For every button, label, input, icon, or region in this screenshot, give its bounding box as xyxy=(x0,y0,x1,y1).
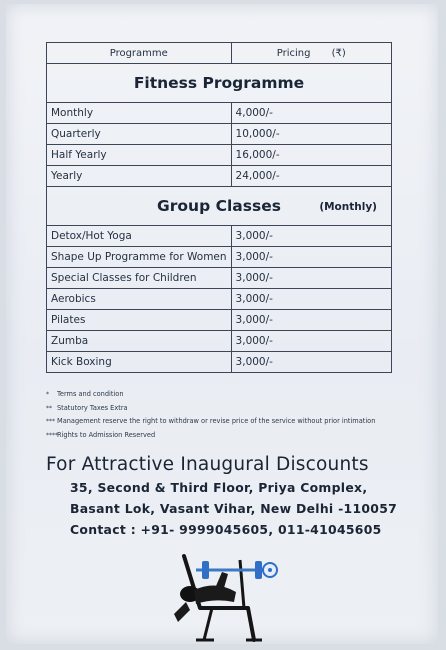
footnote-mark: *** xyxy=(46,418,55,425)
header-pricing-label: Pricing xyxy=(276,47,311,59)
footnote xyxy=(46,402,426,416)
footnote xyxy=(46,388,426,402)
class-price: 3,000/- xyxy=(231,289,391,310)
table-header-row xyxy=(47,43,392,64)
footnote-mark: ** xyxy=(46,404,52,412)
class-name: Detox/Hot Yoga xyxy=(47,226,232,247)
footnote-mark: **** xyxy=(46,431,58,439)
class-price: 3,000/- xyxy=(231,352,391,373)
table-row xyxy=(47,166,392,187)
footnote-text: Management reserve the right to withdraw or revise price of the service without prior intimation xyxy=(57,417,376,425)
header-programme: Programme xyxy=(47,43,232,64)
programme-price: 16,000/- xyxy=(231,145,391,166)
table-row xyxy=(47,331,392,352)
programme-name: Quarterly xyxy=(47,124,232,145)
table-row xyxy=(47,145,392,166)
class-name: Aerobics xyxy=(47,289,232,310)
table-row xyxy=(47,124,392,145)
header-pricing xyxy=(231,43,391,64)
class-price: 3,000/- xyxy=(231,226,391,247)
class-name: Kick Boxing xyxy=(47,352,232,373)
table-row xyxy=(47,352,392,373)
group-section-wrap xyxy=(51,197,387,215)
programme-price: 4,000/- xyxy=(231,103,391,124)
footnotes xyxy=(46,388,426,442)
class-name: Shape Up Programme for Women xyxy=(47,247,232,268)
class-price: 3,000/- xyxy=(231,331,391,352)
pricing-table xyxy=(46,42,392,373)
table-row xyxy=(47,103,392,124)
footnote xyxy=(46,429,426,443)
group-section-title: Group Classes xyxy=(157,197,281,215)
programme-price: 24,000/- xyxy=(231,166,391,187)
programme-name: Monthly xyxy=(47,103,232,124)
promo-heading: For Attractive Inaugural Discounts xyxy=(46,454,369,475)
class-name: Special Classes for Children xyxy=(47,268,232,289)
programme-name: Half Yearly xyxy=(47,145,232,166)
bench-press-icon xyxy=(156,550,286,646)
footnote-text: Terms and condition xyxy=(57,390,124,398)
class-price: 3,000/- xyxy=(231,310,391,331)
class-name: Zumba xyxy=(47,331,232,352)
header-currency: (₹) xyxy=(331,47,346,59)
footnote xyxy=(46,415,426,429)
address-line-1: 35, Second & Third Floor, Priya Complex, xyxy=(70,480,368,495)
group-section-row xyxy=(47,187,392,226)
table-row xyxy=(47,310,392,331)
address-line-2: Basant Lok, Vasant Vihar, New Delhi -110057 xyxy=(70,501,398,516)
table-row xyxy=(47,268,392,289)
group-section-subtitle: (Monthly) xyxy=(319,201,377,213)
class-price: 3,000/- xyxy=(231,247,391,268)
class-price: 3,000/- xyxy=(231,268,391,289)
brochure-page xyxy=(6,4,438,644)
programme-price: 10,000/- xyxy=(231,124,391,145)
footnote-mark: * xyxy=(46,391,49,398)
footnote-text: Rights to Admission Reserved xyxy=(57,430,156,439)
table-row xyxy=(47,289,392,310)
programme-name: Yearly xyxy=(47,166,232,187)
contact-line: Contact : +91- 9999045605, 011-41045605 xyxy=(70,522,382,537)
fitness-section-row xyxy=(47,64,392,103)
table-row xyxy=(47,226,392,247)
class-name: Pilates xyxy=(47,310,232,331)
table-row xyxy=(47,247,392,268)
fitness-section-title: Fitness Programme xyxy=(47,64,392,103)
group-section-cell xyxy=(47,187,392,226)
footnote-text: Statutory Taxes Extra xyxy=(57,403,128,412)
